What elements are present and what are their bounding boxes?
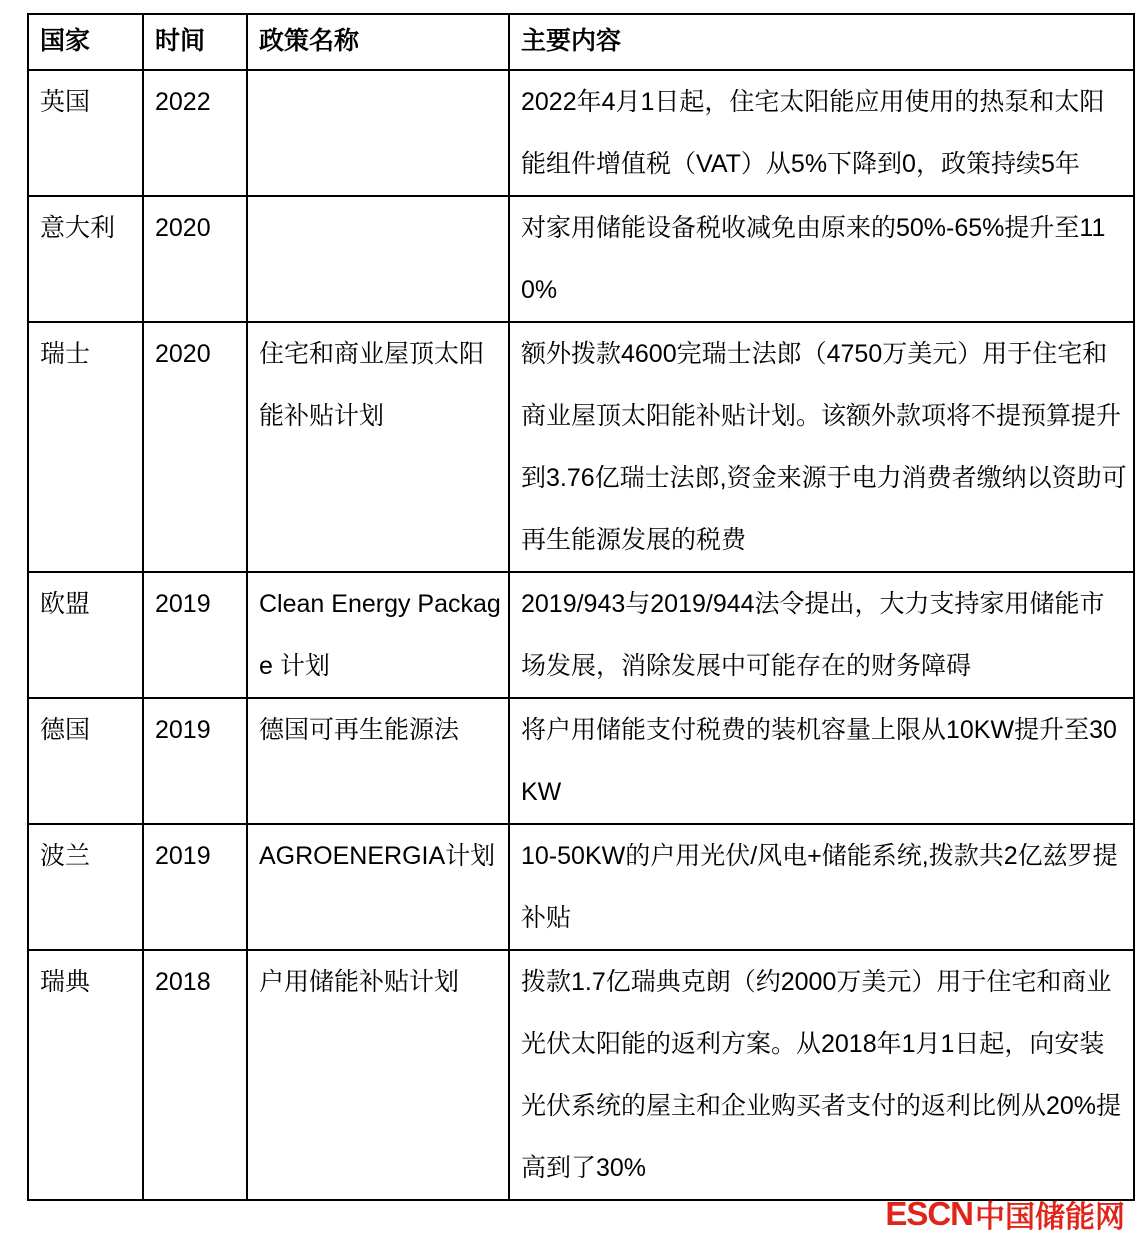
content-cell: 额外拨款4600完瑞士法郎（4750万美元）用于住宅和商业屋顶太阳能补贴计划。该额外款项将不提预算提升到3.76亿瑞士法郎,资金来源于电力消费者缴纳以资助可再生能源发展的税费 — [509, 322, 1134, 572]
escn-logo-cn-text: 中国储能网 — [975, 1201, 1125, 1234]
content-cell: 10-50KW的户用光伏/风电+储能系统,拨款共2亿兹罗提补贴 — [509, 824, 1134, 950]
country-cell: 波兰 — [28, 824, 143, 950]
year-cell: 2020 — [143, 322, 247, 572]
country-cell: 意大利 — [28, 196, 143, 322]
table-row — [28, 322, 1134, 572]
content-cell: 将户用储能支付税费的装机容量上限从10KW提升至30KW — [509, 698, 1134, 824]
table-row — [28, 572, 1134, 698]
country-cell: 德国 — [28, 698, 143, 824]
table-row — [28, 950, 1134, 1200]
escn-logo-text: ESCN — [885, 1195, 973, 1232]
policy-name-cell: Clean Energy Package 计划 — [247, 572, 509, 698]
country-cell: 欧盟 — [28, 572, 143, 698]
year-cell: 2020 — [143, 196, 247, 322]
header-main-content: 主要内容 — [509, 14, 1134, 70]
content-cell: 对家用储能设备税收减免由原来的50%-65%提升至110% — [509, 196, 1134, 322]
country-cell: 瑞士 — [28, 322, 143, 572]
table-row — [28, 70, 1134, 196]
country-cell: 瑞典 — [28, 950, 143, 1200]
policy-name-cell — [247, 196, 509, 322]
escn-logo — [885, 1196, 1125, 1232]
year-cell: 2018 — [143, 950, 247, 1200]
content-cell: 2022年4月1日起，住宅太阳能应用使用的热泵和太阳能组件增值税（VAT）从5%下降到0，政策持续5年 — [509, 70, 1134, 196]
header-row — [28, 14, 1134, 70]
year-cell: 2019 — [143, 824, 247, 950]
policy-name-cell: 德国可再生能源法 — [247, 698, 509, 824]
policy-name-cell: 住宅和商业屋顶太阳能补贴计划 — [247, 322, 509, 572]
table-row — [28, 196, 1134, 322]
year-cell: 2019 — [143, 698, 247, 824]
content-cell: 2019/943与2019/944法令提出，大力支持家用储能市场发展，消除发展中可能存在的财务障碍 — [509, 572, 1134, 698]
header-country: 国家 — [28, 14, 143, 70]
table-row — [28, 824, 1134, 950]
table-row — [28, 698, 1134, 824]
policy-name-cell — [247, 70, 509, 196]
header-year: 时间 — [143, 14, 247, 70]
country-cell: 英国 — [28, 70, 143, 196]
content-cell: 拨款1.7亿瑞典克朗（约2000万美元）用于住宅和商业光伏太阳能的返利方案。从2018年1月1日起，向安装光伏系统的屋主和企业购买者支付的返利比例从20%提高到了30% — [509, 950, 1134, 1200]
header-policy-name: 政策名称 — [247, 14, 509, 70]
year-cell: 2022 — [143, 70, 247, 196]
year-cell: 2019 — [143, 572, 247, 698]
policy-table — [27, 13, 1135, 1201]
policy-name-cell: AGROENERGIA计划 — [247, 824, 509, 950]
table-body — [28, 70, 1134, 1200]
table-header — [28, 14, 1134, 70]
policy-name-cell: 户用储能补贴计划 — [247, 950, 509, 1200]
